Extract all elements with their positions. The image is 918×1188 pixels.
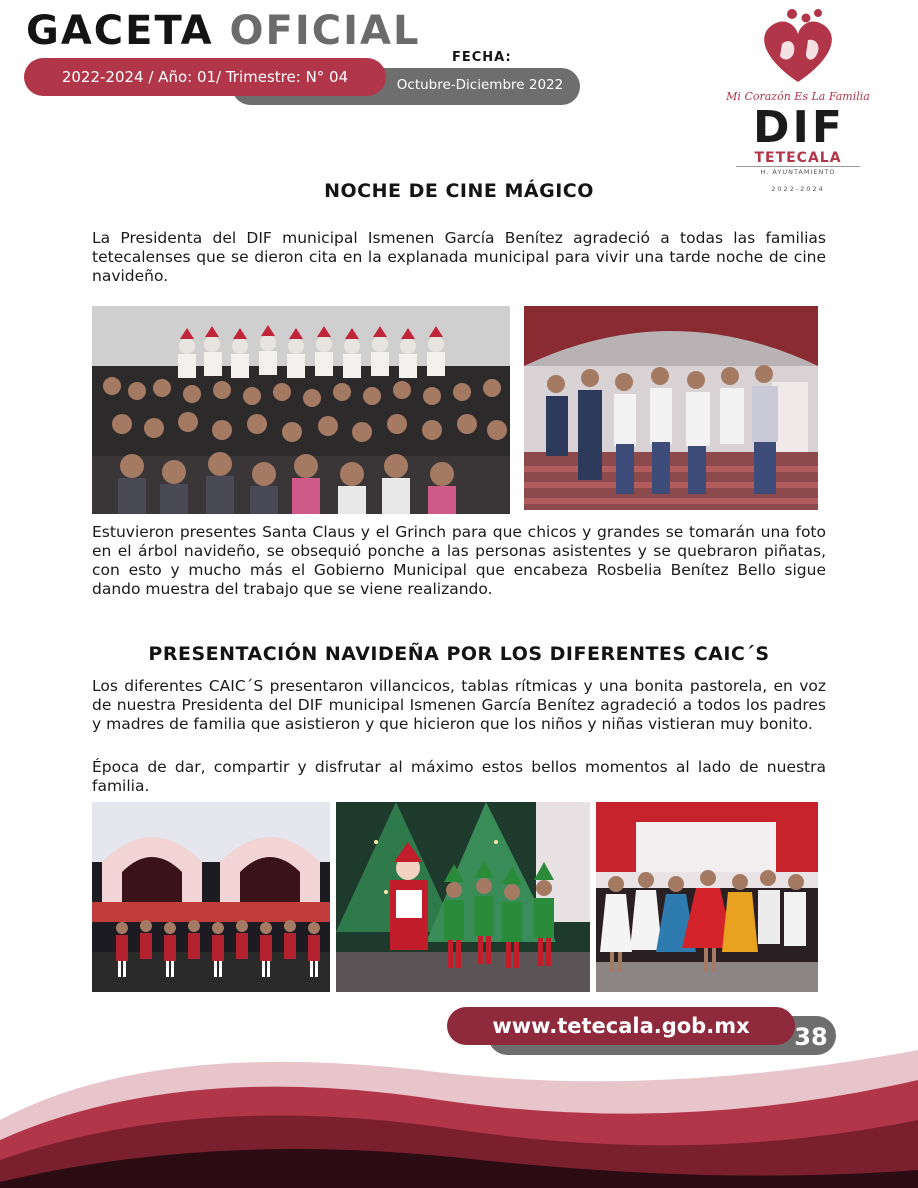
edition-badge: 2022-2024 / Año: 01/ Trimestre: N° 04: [24, 58, 386, 96]
website-link[interactable]: www.tetecala.gob.mx: [447, 1007, 795, 1045]
photo-santa-elves: [336, 802, 590, 992]
date-range: Octubre-Diciembre 2022: [396, 77, 564, 93]
page-number: 38: [794, 1023, 828, 1051]
fecha-label: FECHA:: [452, 50, 512, 65]
footer-wave-decoration: [0, 1030, 918, 1188]
logo-years: 2022-2024: [771, 185, 825, 193]
section1-intro: La Presidenta del DIF municipal Ismenen García Benítez agradeció a todas las familias tetecalenses que se dieron cita en la explanada municipal para vivir una tarde noche de cine navideño.: [92, 229, 826, 285]
section1-body: Estuvieron presentes Santa Claus y el Grinch para que chicos y grandes se tomarán una foto en el árbol navideño, se obsequió ponche a las personas asistentes y se quebraron piñatas, con esto y mucho más el Gobierno Municipal que encabeza Rosbelia Benítez Bello sigue dando muestra del trabajo que se viene realizando.: [92, 523, 826, 598]
photo-crowd: [92, 306, 510, 514]
heart-family-icon: [722, 4, 874, 94]
section1-title: NOCHE DE CINE MÁGICO: [324, 180, 594, 202]
section2-title: PRESENTACIÓN NAVIDEÑA POR LOS DIFERENTES CAIC´S: [148, 643, 770, 665]
logo-ayuntamiento: H. AYUNTAMIENTO: [736, 166, 860, 176]
title-word-oficial: OFICIAL: [229, 8, 421, 54]
gazette-title: [26, 6, 420, 56]
dif-logo: [722, 4, 874, 193]
photo-dancers: [596, 802, 818, 992]
title-word-gaceta: GACETA: [26, 8, 214, 54]
section2-closing: Época de dar, compartir y disfrutar al máximo estos bellos momentos al lado de nuestra familia.: [92, 758, 826, 795]
section2-body: Los diferentes CAIC´S presentaron villancicos, tablas rítmicas y una bonita pastorela, en voz de nuestra Presidenta del DIF municipal Ismenen García Benítez agradeció a todos los padres y madres de familia que asistieron y que hicieron que los niños y niñas vistieran muy bonito.: [92, 677, 826, 733]
logo-city: TETECALA: [754, 150, 842, 166]
photo-officials: [524, 306, 818, 510]
logo-tagline: Mi Corazón Es La Familia: [726, 90, 870, 103]
logo-dif: DIF: [753, 102, 845, 153]
photo-caic-stage: [92, 802, 330, 992]
